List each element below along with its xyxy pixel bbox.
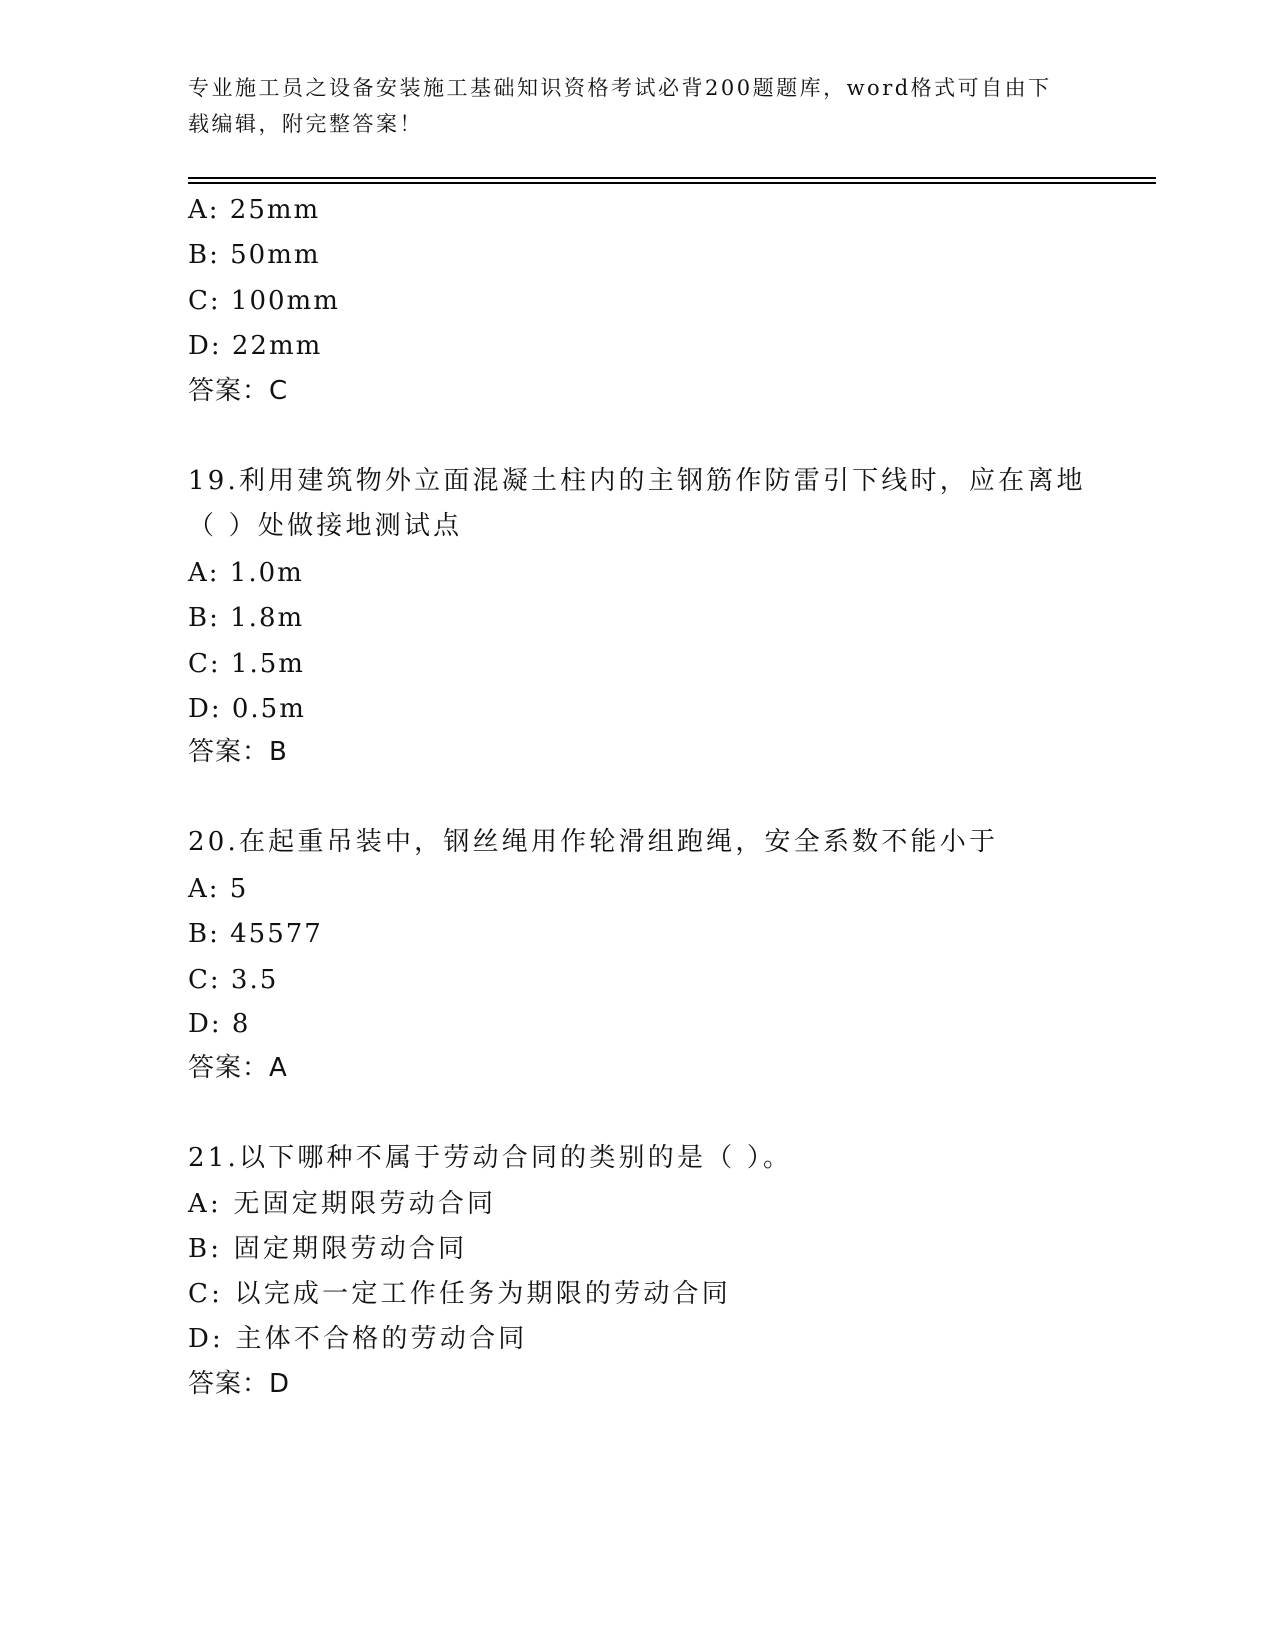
q21-option-b: B: 固定期限劳动合同 [188, 1234, 468, 1264]
q18-answer: 答案：C [188, 376, 289, 406]
q19-stem-line2: （ ）处做接地测试点 [188, 511, 463, 541]
q19-option-b: B: 1.8m [188, 603, 305, 633]
q21-option-a: A: 无固定期限劳动合同 [188, 1189, 497, 1219]
q20-option-d: D: 8 [188, 1009, 251, 1039]
header-divider-bottom [188, 182, 1156, 184]
q20-stem: 20.在起重吊装中，钢丝绳用作轮滑组跑绳，安全系数不能小于 [188, 827, 999, 857]
q21-option-c: C: 以完成一定工作任务为期限的劳动合同 [188, 1279, 731, 1309]
q18-option-c: C: 100mm [188, 286, 340, 316]
q20-option-c: C: 3.5 [188, 965, 279, 995]
q19-option-a: A: 1.0m [188, 558, 304, 588]
header-divider-top [188, 177, 1156, 179]
q18-option-b: B: 50mm [188, 240, 321, 270]
q19-answer: 答案：B [188, 737, 288, 767]
q21-answer: 答案：D [188, 1369, 291, 1399]
q18-option-a: A: 25mm [188, 195, 321, 225]
document-header: 专业施工员之设备安装施工基础知识资格考试必背200题题库，word格式可自由下载编辑，附完整答案！ [188, 76, 1052, 136]
q19-stem-line1: 19.利用建筑物外立面混凝土柱内的主钢筋作防雷引下线时，应在离地 [188, 466, 1086, 496]
q21-stem: 21.以下哪种不属于劳动合同的类别的是（ ）。 [188, 1143, 793, 1173]
q20-option-a: A: 5 [188, 874, 249, 904]
q20-option-b: B: 45577 [188, 919, 323, 949]
q19-option-c: C: 1.5m [188, 649, 305, 679]
q20-answer: 答案：A [188, 1053, 288, 1083]
q19-option-d: D: 0.5m [188, 694, 306, 724]
q18-option-d: D: 22mm [188, 331, 323, 361]
q21-option-d: D: 主体不合格的劳动合同 [188, 1324, 528, 1354]
